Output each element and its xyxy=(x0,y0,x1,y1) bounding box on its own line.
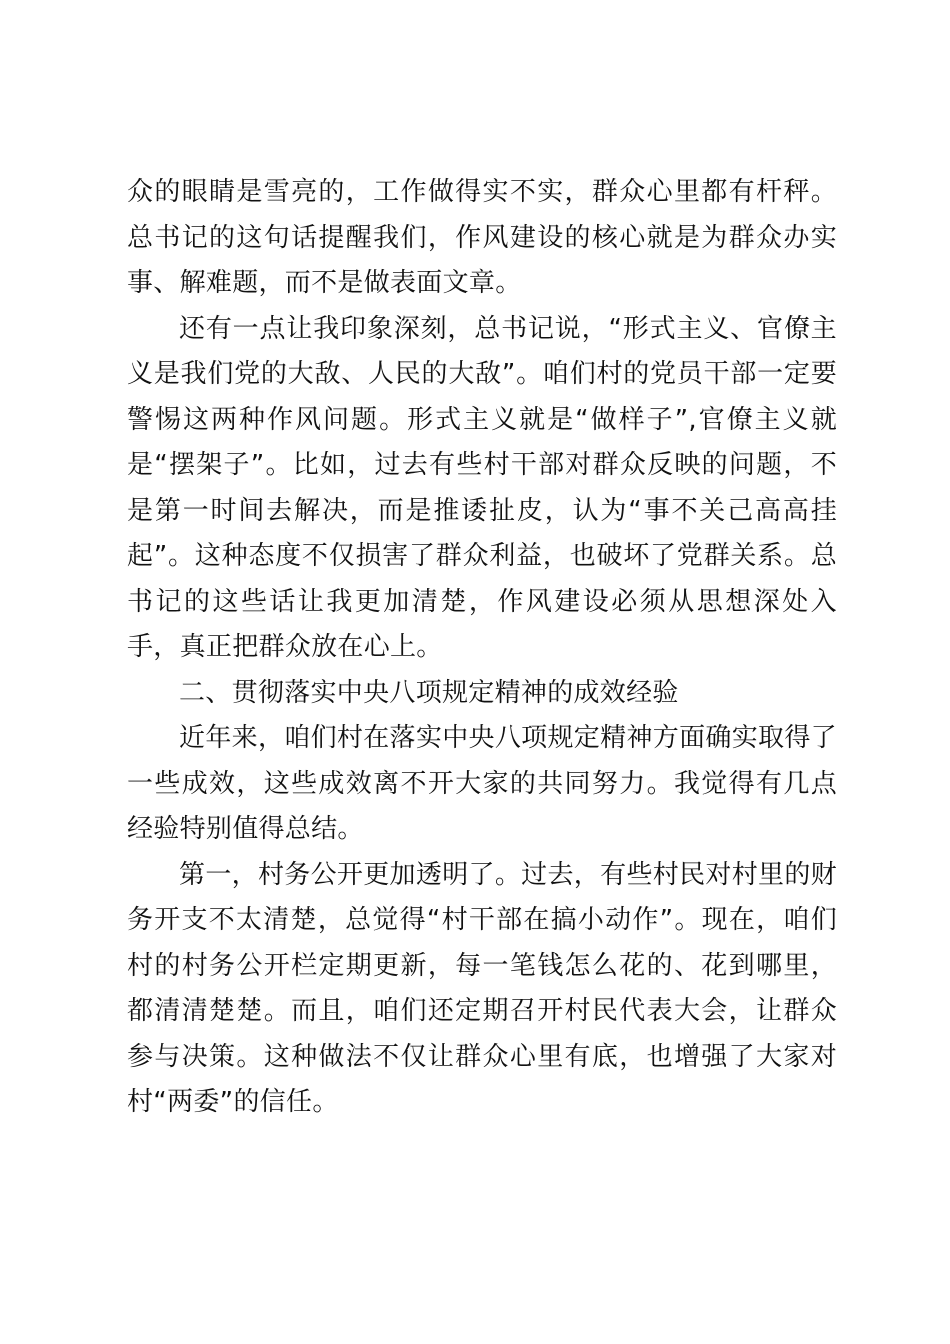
section-heading: 二、贯彻落实中央八项规定精神的成效经验 xyxy=(179,677,679,708)
document-body xyxy=(127,170,837,1126)
paragraph-continuation: 众的眼睛是雪亮的，工作做得实不实，群众心里都有杆秤。总书记的这句话提醒我们，作风建设的核心就是为群众办实事、解难题，而不是做表面文章。 xyxy=(127,177,837,298)
paragraph-achievements-intro: 近年来，咱们村在落实中央八项规定精神方面确实取得了一些成效，这些成效离不开大家的共同努力。我觉得有几点经验特别值得总结。 xyxy=(127,723,837,844)
paragraph-formalism: 还有一点让我印象深刻，总书记说，“形式主义、官僚主义是我们党的大敌、人民的大敌”。咱们村的党员干部一定要警惕这两种作风问题。形式主义就是“做样子”,官僚主义就是“摆架子”。比如，过去有些村干部对群众反映的问题，不是第一时间去解决，而是推诿扯皮，认为“事不关己高高挂起”。这种态度不仅损害了群众利益，也破坏了党群关系。总书记的这些话让我更加清楚，作风建设必须从思想深处入手，真正把群众放在心上。 xyxy=(127,313,837,662)
paragraph-village-affairs: 第一，村务公开更加透明了。过去，有些村民对村里的财务开支不太清楚，总觉得“村干部在搞小动作”。现在，咱们村的村务公开栏定期更新，每一笔钱怎么花的、花到哪里，都清清楚楚。而且，咱们还定期召开村民代表大会，让群众参与决策。这种做法不仅让群众心里有底，也增强了大家对村“两委”的信任。 xyxy=(127,859,837,1117)
